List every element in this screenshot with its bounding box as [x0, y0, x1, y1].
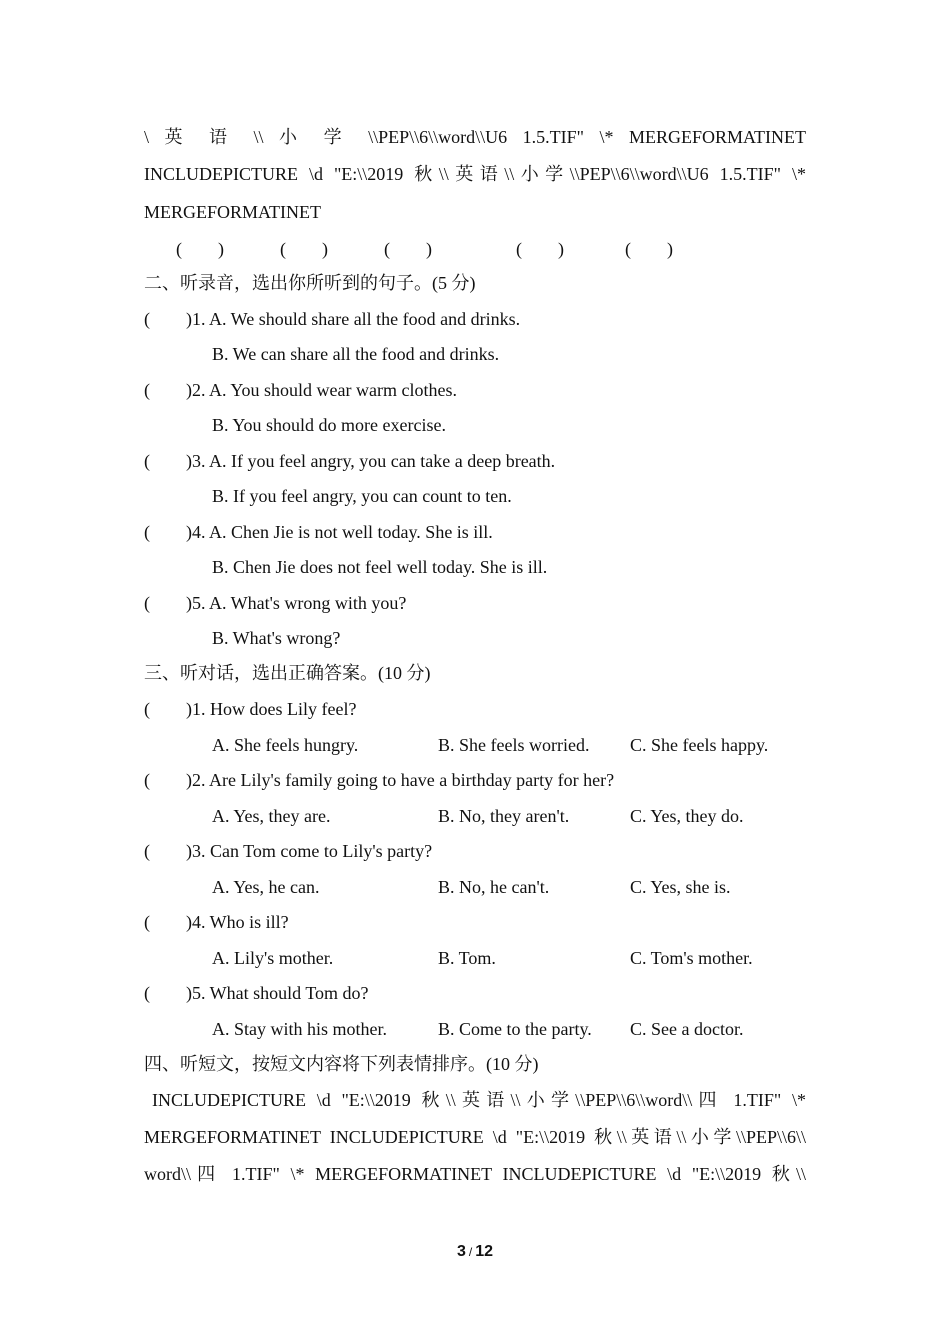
answer-blank: ( )	[280, 239, 328, 259]
field-code-line-1: \ 英 语 \\ 小 学 \\PEP\\6\\word\\U6 1.5.TIF" \* MERGEFORMATINET	[144, 127, 806, 147]
s3-question-5: ( )5. What should Tom do?	[144, 983, 369, 1003]
s2-question-3: ( )3. A. If you feel angry, you can take a deep breath.	[144, 451, 556, 471]
answer-blank: ( )	[516, 239, 564, 259]
s2-question-1-option-b: B. We can share all the food and drinks.	[212, 344, 500, 364]
s3-question-5-option-c: C. See a doctor.	[630, 1019, 744, 1039]
s3-question-2: ( )2. Are Lily's family going to have a birthday party for her?	[144, 770, 615, 790]
s2-question-2: ( )2. A. You should wear warm clothes.	[144, 380, 457, 400]
s3-question-1-option-c: C. She feels happy.	[630, 735, 769, 755]
section-4-title: 四、听短文，按短文内容将下列表情排序。(10 分)	[144, 1054, 539, 1074]
s2-question-4: ( )4. A. Chen Jie is not well today. She is ill.	[144, 522, 493, 542]
page-number	[0, 1243, 950, 1261]
s3-question-5-option-b: B. Come to the party.	[438, 1019, 592, 1039]
s3-question-4-option-b: B. Tom.	[438, 948, 496, 968]
field-code-line-3: MERGEFORMATINET	[144, 202, 322, 222]
s3-question-4-option-c: C. Tom's mother.	[630, 948, 753, 968]
field-code-line-2: INCLUDEPICTURE \d "E:\\2019 秋\\英语\\小学\\PEP\\6\\word\\U6 1.5.TIF" \*	[144, 164, 806, 184]
s2-question-2-option-b: B. You should do more exercise.	[212, 415, 446, 435]
s4-field-code-line-1: INCLUDEPICTURE \d "E:\\2019 秋\\英语\\小学\\PEP\\6\\word\\四 1.TIF" \*	[152, 1090, 806, 1110]
s2-question-4-option-b: B. Chen Jie does not feel well today. She is ill.	[212, 557, 548, 577]
s4-field-code-line-3: word\\四 1.TIF" \* MERGEFORMATINET INCLUDEPICTURE \d "E:\\2019 秋\\	[144, 1164, 806, 1184]
s3-question-2-option-b: B. No, they aren't.	[438, 806, 570, 826]
s3-question-4-option-a: A. Lily's mother.	[212, 948, 334, 968]
s2-question-5: ( )5. A. What's wrong with you?	[144, 593, 407, 613]
s2-question-5-option-b: B. What's wrong?	[212, 628, 341, 648]
s3-question-5-option-a: A. Stay with his mother.	[212, 1019, 387, 1039]
s3-question-1-option-b: B. She feels worried.	[438, 735, 590, 755]
s3-question-3-option-c: C. Yes, she is.	[630, 877, 731, 897]
answer-blank: ( )	[625, 239, 673, 259]
s3-question-3: ( )3. Can Tom come to Lily's party?	[144, 841, 433, 861]
page-separator: /	[468, 1245, 473, 1259]
answer-blank: ( )	[176, 239, 224, 259]
s3-question-2-option-c: C. Yes, they do.	[630, 806, 744, 826]
answer-blank: ( )	[384, 239, 432, 259]
page-current: 3	[456, 1243, 466, 1260]
s4-field-code-line-2: MERGEFORMATINET INCLUDEPICTURE \d "E:\\2019 秋\\英语\\小学\\PEP\\6\\	[144, 1127, 806, 1147]
s2-question-3-option-b: B. If you feel angry, you can count to ten.	[212, 486, 512, 506]
section-3-title: 三、听对话，选出正确答案。(10 分)	[144, 663, 431, 683]
s3-question-1-option-a: A. She feels hungry.	[212, 735, 359, 755]
page-total: 12	[475, 1243, 494, 1260]
s3-question-3-option-b: B. No, he can't.	[438, 877, 550, 897]
s3-question-4: ( )4. Who is ill?	[144, 912, 289, 932]
s3-question-1: ( )1. How does Lily feel?	[144, 699, 357, 719]
s2-question-1: ( )1. A. We should share all the food and drinks.	[144, 309, 521, 329]
s3-question-2-option-a: A. Yes, they are.	[212, 806, 331, 826]
section-2-title: 二、听录音，选出你所听到的句子。(5 分)	[144, 273, 476, 293]
s3-question-3-option-a: A. Yes, he can.	[212, 877, 320, 897]
